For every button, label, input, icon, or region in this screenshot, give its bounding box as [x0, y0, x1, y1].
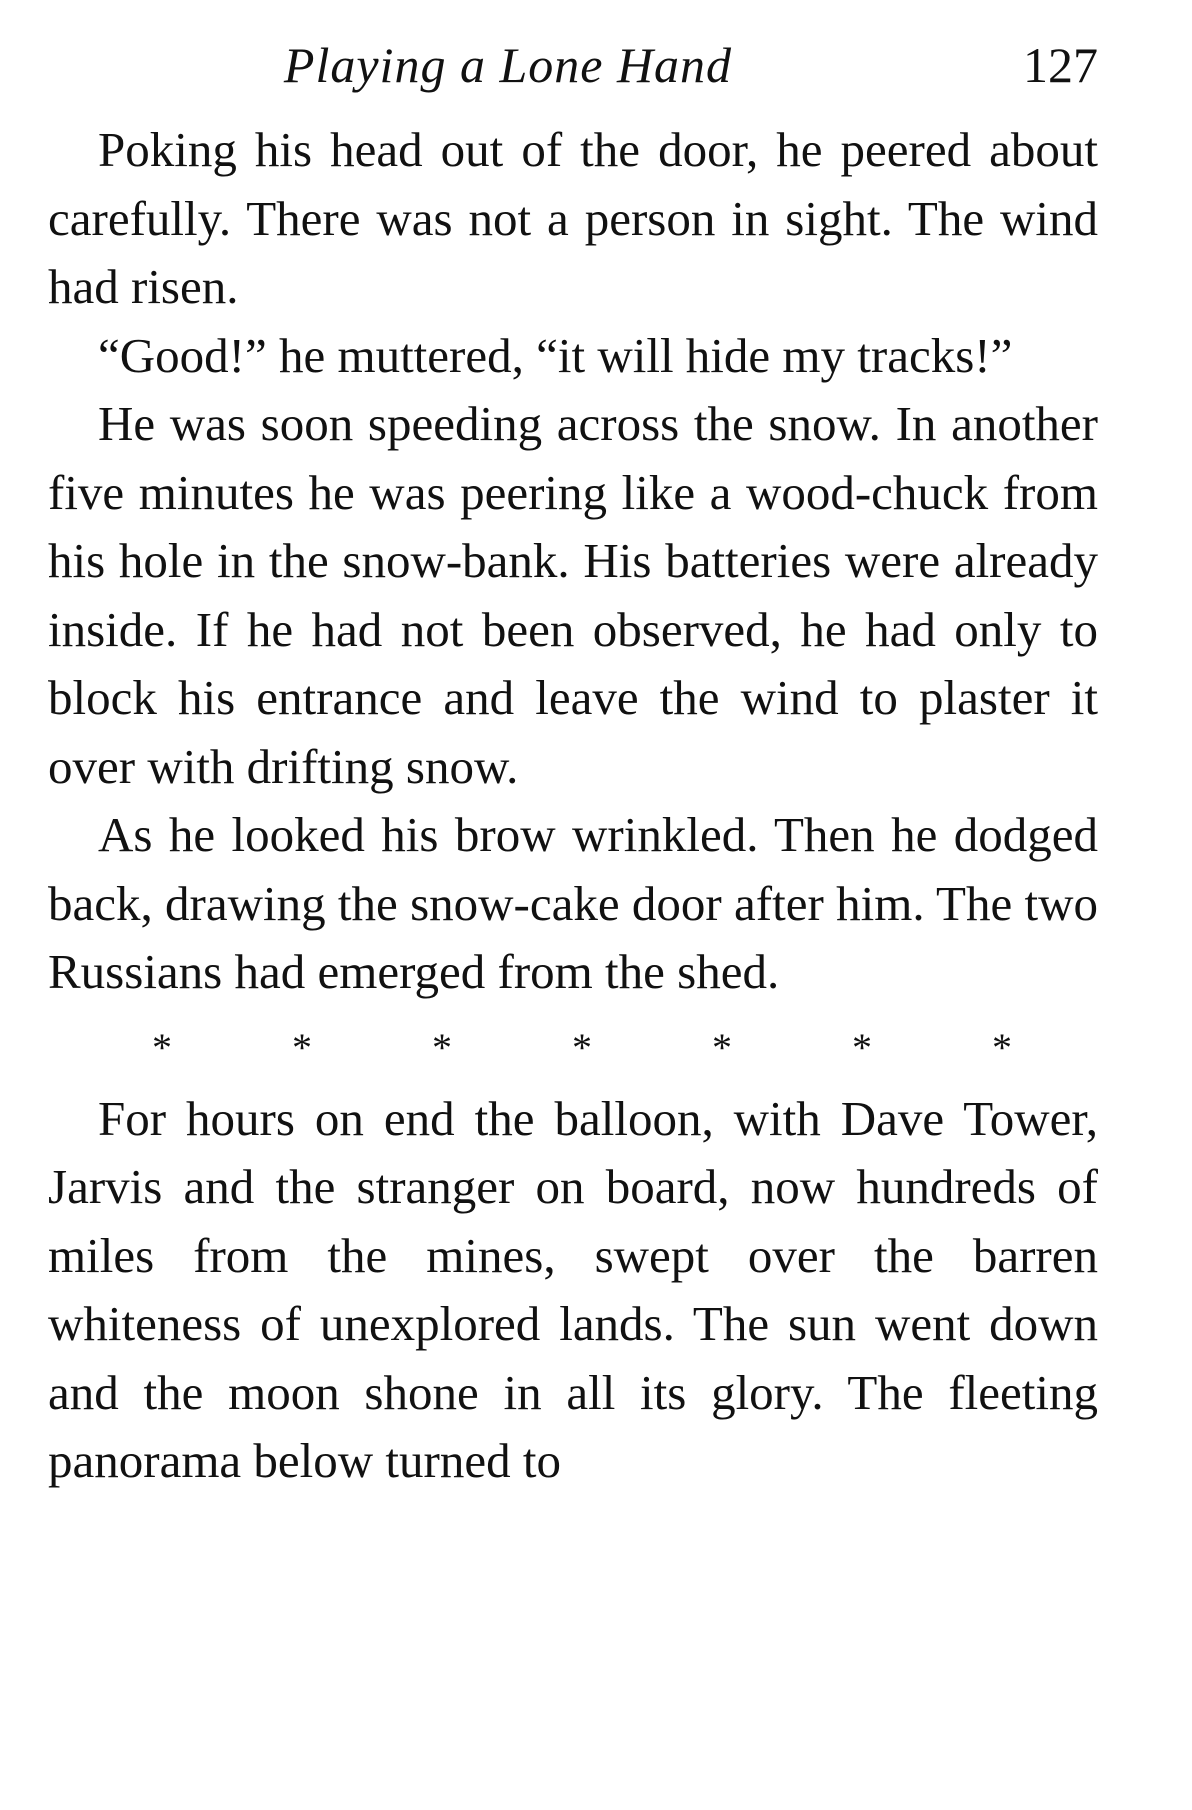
scene-break-asterisk: *	[432, 1024, 452, 1070]
paragraph-1: Poking his head out of the door, he peered about carefully. There was not a person in sight. The wind had risen.	[48, 122, 1098, 314]
book-page	[48, 30, 1098, 1496]
scene-break	[48, 1011, 1098, 1085]
body-text	[48, 116, 1098, 1496]
running-head	[48, 30, 1098, 100]
paragraph-2: “Good!” he muttered, “it will hide my tracks!”	[98, 327, 1013, 383]
scene-break-asterisk: *	[292, 1024, 312, 1070]
scene-break-asterisk: *	[152, 1024, 172, 1070]
scene-break-asterisk: *	[572, 1024, 592, 1070]
paragraph-3: He was soon speeding across the snow. In another five minutes he was peering like a wood-chuck from his hole in the snow-bank. His batteries were already inside. If he had not been observed, he had only to block his entrance and leave the wind to plaster it over with drifting snow.	[48, 396, 1098, 794]
running-title: Playing a Lone Hand	[283, 37, 733, 93]
paragraph-4: As he looked his brow wrinkled. Then he dodged back, drawing the snow-cake door after him. The two Russians had emerged from the shed.	[48, 807, 1098, 999]
scene-break-asterisk: *	[992, 1024, 1012, 1070]
scene-break-asterisk: *	[712, 1024, 732, 1070]
page-number: 127	[1023, 37, 1098, 93]
scene-break-asterisk: *	[852, 1024, 872, 1070]
paragraph-5: For hours on end the balloon, with Dave Tower, Jarvis and the stranger on board, now hundreds of miles from the mines, swept over the barren whiteness of unexplored lands. The sun went down and the moon shone in all its glory. The fleeting panorama below turned to	[48, 1090, 1098, 1488]
